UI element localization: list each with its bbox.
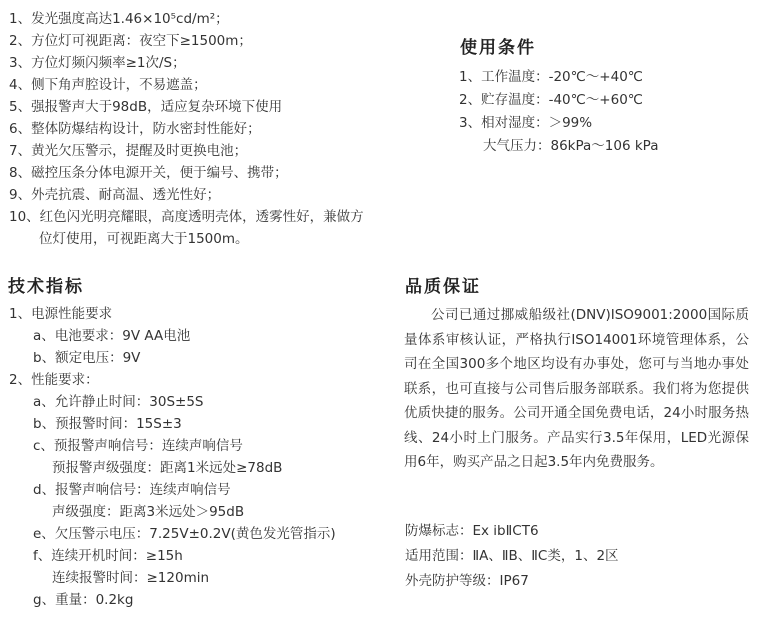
spec-item: 声级强度：距离3米远处＞95dB bbox=[52, 504, 245, 520]
spec-item: a、允许静止时间：30S±5S bbox=[33, 394, 204, 410]
feature-item: 7、黄光欠压警示，提醒及时更换电池； bbox=[9, 143, 248, 159]
spec-item: 1、电源性能要求 bbox=[9, 306, 113, 322]
specs-list bbox=[9, 303, 336, 611]
spec-item: 连续报警时间：≥120min bbox=[52, 570, 210, 586]
feature-item: 6、整体防爆结构设计，防水密封性能好； bbox=[9, 121, 261, 137]
quality-marks bbox=[405, 519, 619, 594]
feature-item: 5、强报警声大于98dB，适应复杂环境下使用 bbox=[9, 99, 283, 115]
spec-item: 2、性能要求： bbox=[9, 372, 99, 388]
usage-item: 2、贮存温度：-40℃～+60℃ bbox=[459, 92, 643, 108]
spec-item: a、电池要求：9V AA电池 bbox=[33, 328, 191, 344]
usage-item: 大气压力：86kPa～106 kPa bbox=[483, 138, 659, 154]
ex-mark: 防爆标志：Ex ibⅡCT6 bbox=[405, 523, 539, 539]
spec-item: e、欠压警示电压：7.25V±0.2V(黄色发光管指示) bbox=[33, 526, 336, 542]
specs-heading: 技术指标 bbox=[8, 277, 84, 297]
usage-list bbox=[459, 66, 659, 158]
feature-item: 2、方位灯可视距离：夜空下≥1500m； bbox=[9, 33, 252, 49]
feature-item: 1、发光强度高达1.46×10⁵cd/m²； bbox=[9, 11, 229, 27]
spec-item: d、报警声响信号：连续声响信号 bbox=[33, 482, 231, 498]
spec-item: 预报警声级强度：距离1米远处≥78dB bbox=[52, 460, 283, 476]
spec-item: b、额定电压：9V bbox=[33, 350, 141, 366]
ip-rating: 外壳防护等级：IP67 bbox=[405, 573, 529, 589]
spec-item: b、预报警时间：15S±3 bbox=[33, 416, 182, 432]
quality-paragraph: 公司已通过挪威船级社(DNV)ISO9001:2000国际质量体系审核认证，严格执行ISO14001环境管理体系，公司在全国300多个地区均设有办事处，您可与当地办事处联系，也可直接与公司售后服务部联系。我们将为您提供优质快捷的服务。公司开通全国免费电话，24小时服务热线、24小时上门服务。产品实行3.5年保用，LED光源保用6年，购买产品之日起3.5年内免费服务。 bbox=[404, 307, 749, 470]
usage-item: 1、工作温度：-20℃～+40℃ bbox=[459, 69, 643, 85]
feature-item: 9、外壳抗震、耐高温、透光性好； bbox=[9, 187, 221, 203]
usage-item: 3、相对湿度：＞99% bbox=[459, 115, 593, 131]
features-list bbox=[9, 8, 364, 250]
feature-item: 4、侧下角声腔设计，不易遮盖； bbox=[9, 77, 207, 93]
application-scope: 适用范围：ⅡA、ⅡB、ⅡC类，1、2区 bbox=[405, 548, 619, 564]
spec-item: c、预报警声响信号：连续声响信号 bbox=[33, 438, 243, 454]
feature-item: 3、方位灯频闪频率≥1次/S； bbox=[9, 55, 186, 71]
spec-item: g、重量：0.2kg bbox=[33, 592, 134, 608]
usage-heading: 使用条件 bbox=[460, 38, 536, 58]
spec-item: f、连续开机时间：≥15h bbox=[33, 548, 183, 564]
feature-item: 10、红色闪光明亮耀眼，高度透明壳体，透雾性好，兼做方 bbox=[9, 209, 364, 225]
quality-heading: 品质保证 bbox=[405, 277, 481, 297]
feature-item-continued: 位灯使用，可视距离大于1500m。 bbox=[39, 231, 249, 247]
feature-item: 8、磁控压条分体电源开关，便于编号、携带； bbox=[9, 165, 288, 181]
